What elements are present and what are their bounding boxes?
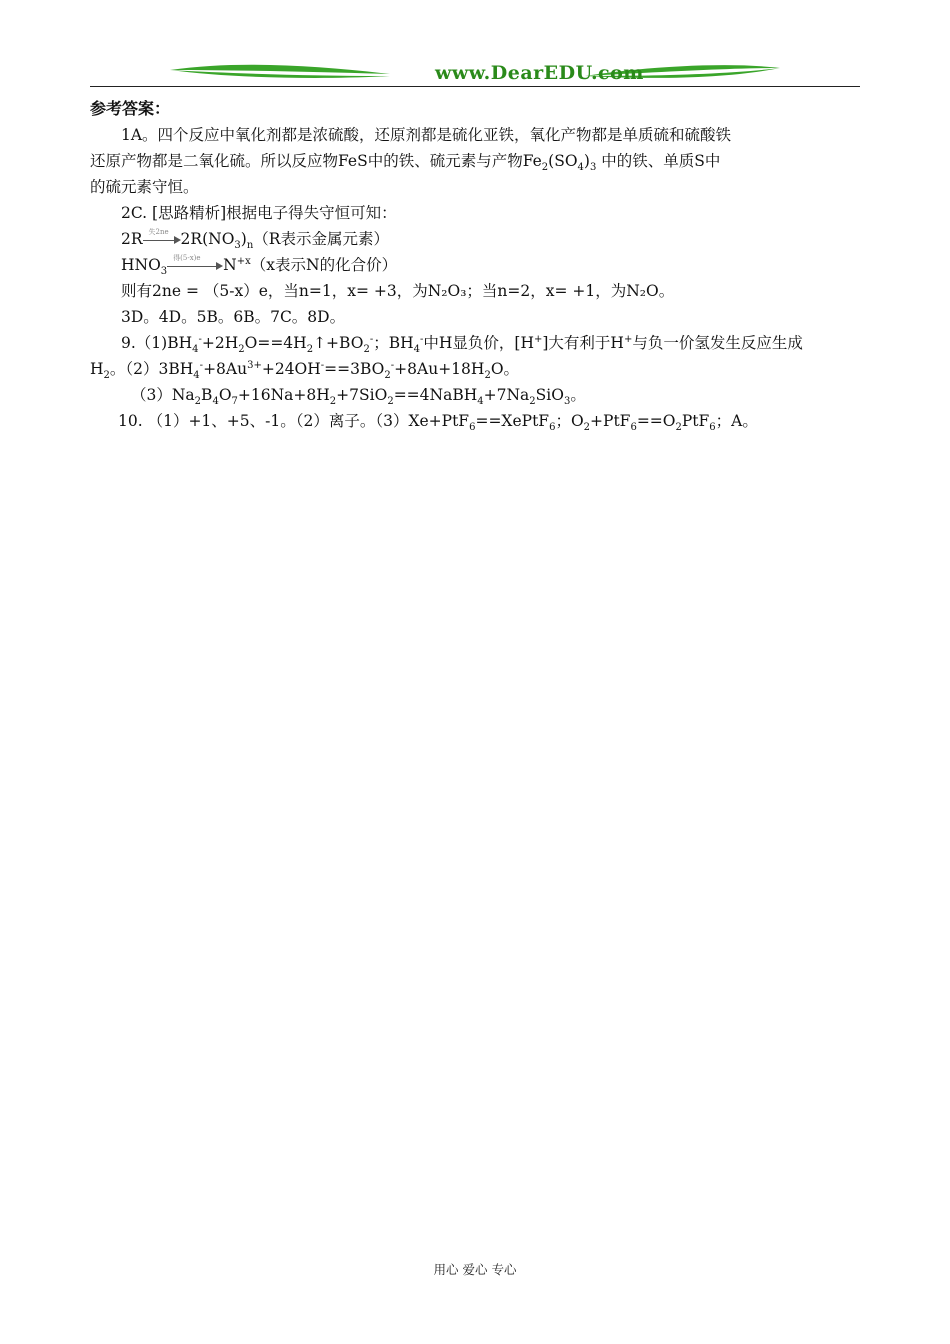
page-footer: 用心 爱心 专心 (433, 1262, 517, 1277)
page-header (90, 56, 860, 92)
section-title: 参考答案： (90, 99, 171, 118)
reaction-arrow-icon: 得(5-x)e (167, 260, 223, 272)
answer-10: 10. （1）+1、+5、-1。（2）离子。（3）Xe+PtF$_6$==XePtF$_6$；$O_2+PtF_6==O_2PtF_6$；A。 (118, 412, 758, 434)
header-rule (90, 86, 860, 87)
answer-1-end: 的硫元素守恒。 (90, 178, 199, 196)
answer-9-cont: $H_2$。$(2)3BH_4^-+8Au^{3+}+24OH^-==3BO_2^-+8Au+18H_2O$。 (90, 359, 520, 382)
equation-2: $HNO_3$ 得(5-x)e $N^{+x}(x$表示N的化合价） (121, 254, 398, 278)
answer-1-cont: 还原产物都是二氧化硫。所以反应物FeS中的铁、硫元素与产物$Fe_2(SO_4)_3$ 中的铁、单质S中 (90, 152, 721, 174)
answer-2: 2C. [思路精析]根据电子得失守恒可知： (121, 204, 397, 222)
reaction-arrow-icon: 失2ne (143, 234, 181, 246)
answer-2-result: 则有2ne = （5-x）e，当n=1，x= +3，为N₂O₃；当n=2，x= +1，为N₂O。 (121, 282, 675, 300)
equation-1: 2R 失2ne $2R(NO_3)_n(R$表示金属元素） (121, 228, 389, 252)
answer-content (90, 96, 860, 434)
site-name: www.DearEDU.com (435, 62, 644, 84)
answers-3-to-8: 3D。4D。5B。6B。7C。8D。 (121, 308, 346, 326)
answer-9: $9.(1)BH_4^-+2H_2O==4H_2↑+BO_2^-$；$BH_4^-$中H显负价，[H+]大有利于H+与负一价氢发生反应生成 (121, 333, 803, 356)
answer-9-part3: $(3)Na_2B_4O_7+16Na+8H_2+7SiO_2==4NaBH_4+7Na_2SiO_3$。 (131, 386, 586, 408)
answer-1: 1A。四个反应中氧化剂都是浓硫酸，还原剂都是硫化亚铁，氧化产物都是单质硫和硫酸铁 (121, 126, 732, 144)
